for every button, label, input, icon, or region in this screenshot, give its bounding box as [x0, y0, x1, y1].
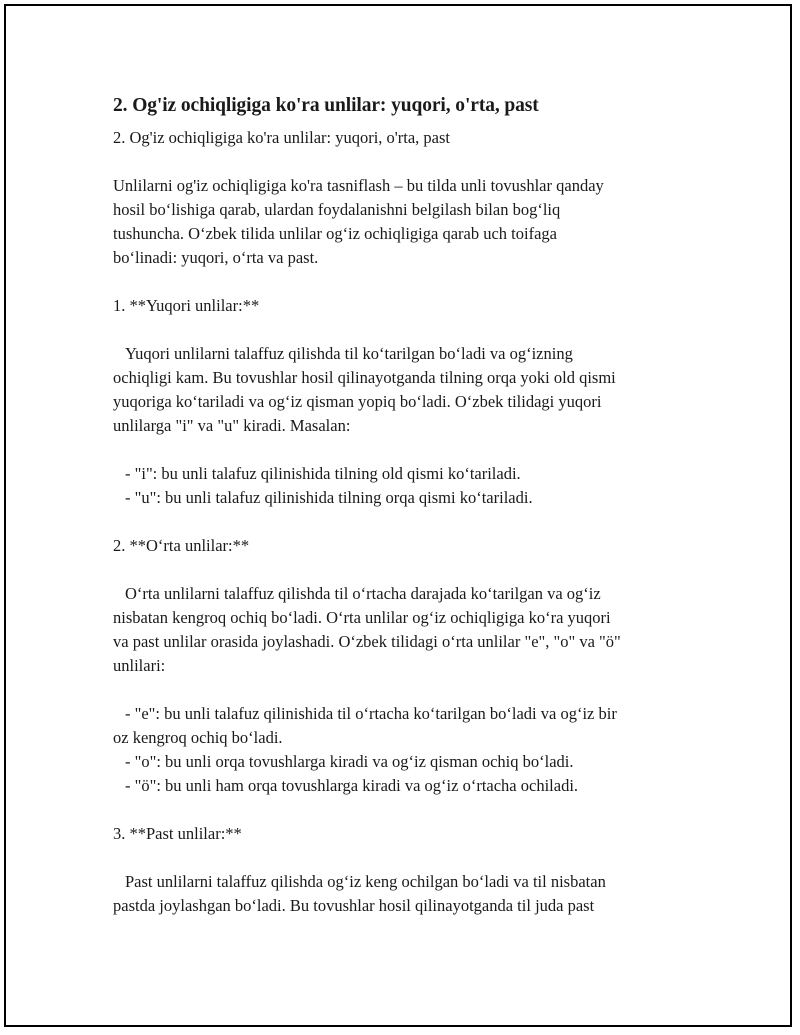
- paragraph-spacer: [113, 150, 693, 174]
- paragraph-spacer: [113, 558, 693, 582]
- document-heading: 2. Og'iz ochiqligiga ko'ra unlilar: yuqori, o'rta, past: [113, 95, 539, 116]
- section2-list: [113, 702, 693, 798]
- section2-body: [113, 582, 693, 678]
- section3-line: pastda joylashgan boʻladi. Bu tovushlar hosil qilinayotganda til juda past: [113, 896, 595, 915]
- list-item: - "i": bu unli talafuz qilinishida tilning old qismi koʻtariladi.: [125, 464, 521, 483]
- list-item: - "u": bu unli talafuz qilinishida tilning orqa qismi koʻtariladi.: [125, 488, 533, 507]
- list-item: oz kengroq ochiq boʻladi.: [113, 728, 283, 747]
- section1-body: [113, 342, 693, 438]
- section2-line: nisbatan kengroq ochiq boʻladi. Oʻrta unlilar ogʻiz ochiqligiga koʻra yuqori: [113, 608, 611, 627]
- list-item: - "o": bu unli orqa tovushlarga kiradi va ogʻiz qisman ochiq boʻladi.: [125, 752, 574, 771]
- section1-title: 1. **Yuqori unlilar:**: [113, 296, 260, 315]
- paragraph-spacer: [113, 678, 693, 702]
- intro-line: Unlilarni og'iz ochiqligiga ko'ra tasniflash – bu tilda unli tovushlar qanday: [113, 176, 604, 195]
- paragraph-spacer: [113, 438, 693, 462]
- intro-line: boʻlinadi: yuqori, oʻrta va past.: [113, 248, 319, 267]
- paragraph-spacer: [113, 270, 693, 294]
- section3-title: 3. **Past unlilar:**: [113, 824, 242, 843]
- list-item: - "ö": bu unli ham orqa tovushlarga kiradi va ogʻiz oʻrtacha ochiladi.: [125, 776, 579, 795]
- paragraph-spacer: [113, 798, 693, 822]
- section2-line: va past unlilar orasida joylashadi. Oʻzbek tilidagi oʻrta unlilar "e", "o" va "ö": [113, 632, 621, 651]
- section3-body: [113, 870, 693, 918]
- section1-line: Yuqori unlilarni talaffuz qilishda til koʻtarilgan boʻladi va ogʻizning: [125, 344, 573, 363]
- document-content: [113, 92, 693, 918]
- section2-line: Oʻrta unlilarni talaffuz qilishda til oʻrtacha darajada koʻtarilgan va ogʻiz: [125, 584, 601, 603]
- list-item: - "e": bu unli talafuz qilinishida til oʻrtacha koʻtarilgan boʻladi va ogʻiz bir: [125, 704, 617, 723]
- intro-paragraph: [113, 174, 693, 270]
- section3-line: Past unlilarni talaffuz qilishda ogʻiz keng ochilgan boʻladi va til nisbatan: [125, 872, 606, 891]
- paragraph-spacer: [113, 510, 693, 534]
- section2-title: 2. **Oʻrta unlilar:**: [113, 536, 250, 555]
- paragraph-spacer: [113, 318, 693, 342]
- section2-line: unlilari:: [113, 656, 166, 675]
- section1-line: ochiqligi kam. Bu tovushlar hosil qilinayotganda tilning orqa yoki old qismi: [113, 368, 616, 387]
- document-subheading: 2. Og'iz ochiqligiga ko'ra unlilar: yuqori, o'rta, past: [113, 128, 451, 147]
- section1-line: yuqoriga koʻtariladi va ogʻiz qisman yopiq boʻladi. Oʻzbek tilidagi yuqori: [113, 392, 602, 411]
- intro-line: hosil boʻlishiga qarab, ulardan foydalanishni belgilash bilan bogʻliq: [113, 200, 561, 219]
- section1-line: unlilarga "i" va "u" kiradi. Masalan:: [113, 416, 351, 435]
- intro-line: tushuncha. Oʻzbek tilida unlilar ogʻiz ochiqligiga qarab uch toifaga: [113, 224, 557, 243]
- section1-list: [113, 462, 693, 510]
- paragraph-spacer: [113, 846, 693, 870]
